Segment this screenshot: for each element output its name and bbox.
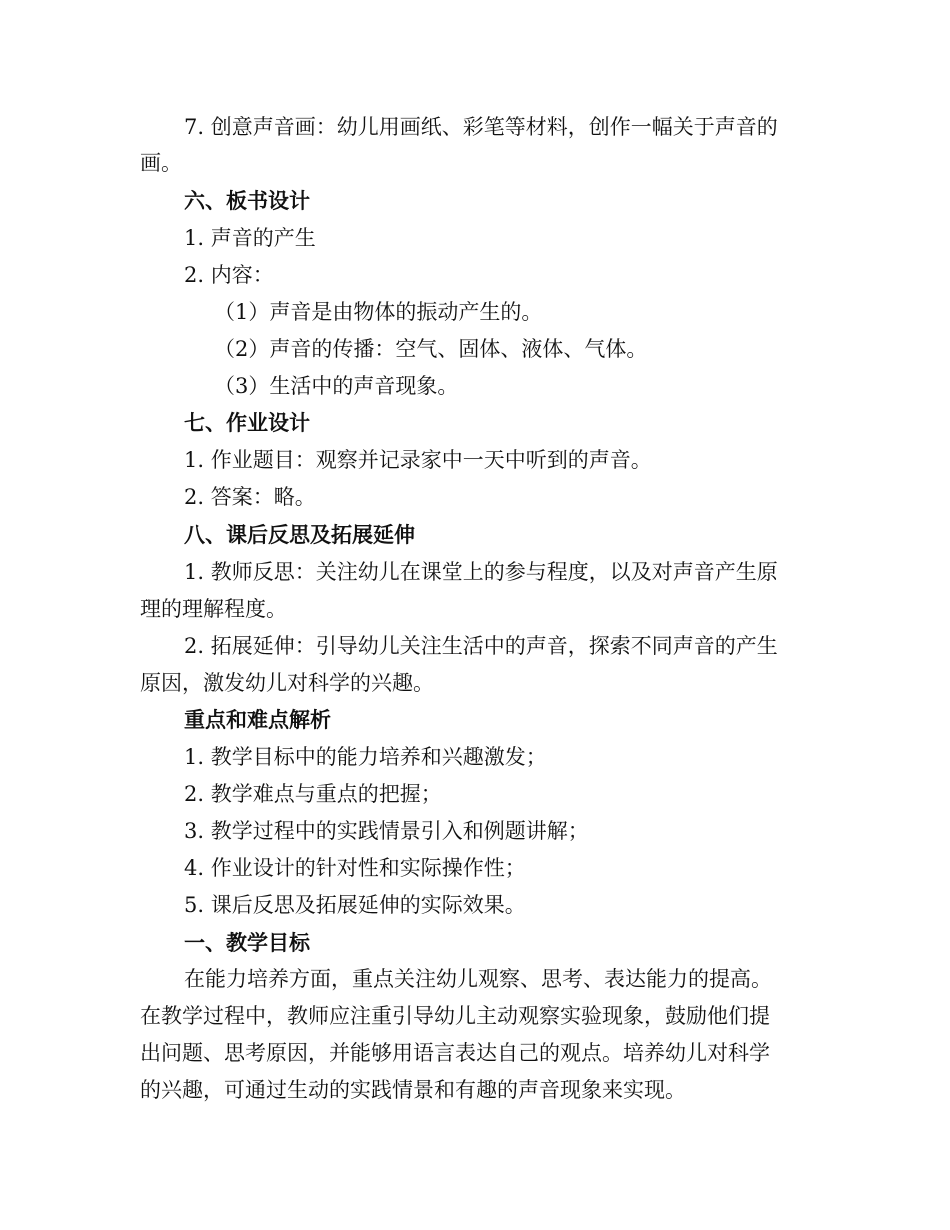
key-points-item-4: 4. 作业设计的针对性和实际操作性； [184, 856, 526, 880]
section-1-paragraph-line-2: 在教学过程中，教师应注重引导幼儿主动观察实验现象，鼓励他们提 [140, 1004, 770, 1028]
section-6-subitem-1: （1）声音是由物体的振动产生的。 [214, 300, 543, 324]
key-points-item-3: 3. 教学过程中的实践情景引入和例题讲解； [184, 819, 589, 843]
section-8-heading: 八、课后反思及拓展延伸 [184, 523, 415, 547]
section-6-item-1: 1. 声音的产生 [184, 226, 316, 250]
section-1-paragraph-line-1: 在能力培养方面，重点关注幼儿观察、思考、表达能力的提高。 [184, 967, 772, 991]
item-7-line-2: 画。 [140, 151, 182, 175]
section-1-paragraph-line-4: 的兴趣，可通过生动的实践情景和有趣的声音现象来实现。 [140, 1078, 686, 1102]
key-points-item-5: 5. 课后反思及拓展延伸的实际效果。 [184, 893, 526, 917]
section-7-item-2: 2. 答案：略。 [184, 485, 316, 509]
section-7-heading: 七、作业设计 [184, 411, 310, 435]
section-8-item-2-line-1: 2. 拓展延伸：引导幼儿关注生活中的声音，探索不同声音的产生 [184, 634, 778, 658]
item-7-line-1: 7. 创意声音画：幼儿用画纸、彩笔等材料，创作一幅关于声音的 [184, 115, 778, 139]
section-6-heading: 六、板书设计 [184, 189, 310, 213]
key-points-item-1: 1. 教学目标中的能力培养和兴趣激发； [184, 745, 547, 769]
key-points-heading: 重点和难点解析 [184, 708, 331, 732]
section-7-item-1: 1. 作业题目：观察并记录家中一天中听到的声音。 [184, 448, 652, 472]
section-6-item-2: 2. 内容： [184, 263, 274, 287]
section-1-paragraph-line-3: 出问题、思考原因，并能够用语言表达自己的观点。培养幼儿对科学 [140, 1041, 770, 1065]
section-6-subitem-2: （2）声音的传播：空气、固体、液体、气体。 [214, 337, 648, 361]
section-6-subitem-3: （3）生活中的声音现象。 [214, 374, 459, 398]
section-8-item-1-line-2: 理的理解程度。 [140, 597, 287, 621]
section-8-item-1-line-1: 1. 教师反思：关注幼儿在课堂上的参与程度，以及对声音产生原 [184, 560, 778, 584]
section-1-heading: 一、教学目标 [184, 931, 310, 955]
section-8-item-2-line-2: 原因，激发幼儿对科学的兴趣。 [140, 671, 434, 695]
key-points-item-2: 2. 教学难点与重点的把握； [184, 782, 442, 806]
